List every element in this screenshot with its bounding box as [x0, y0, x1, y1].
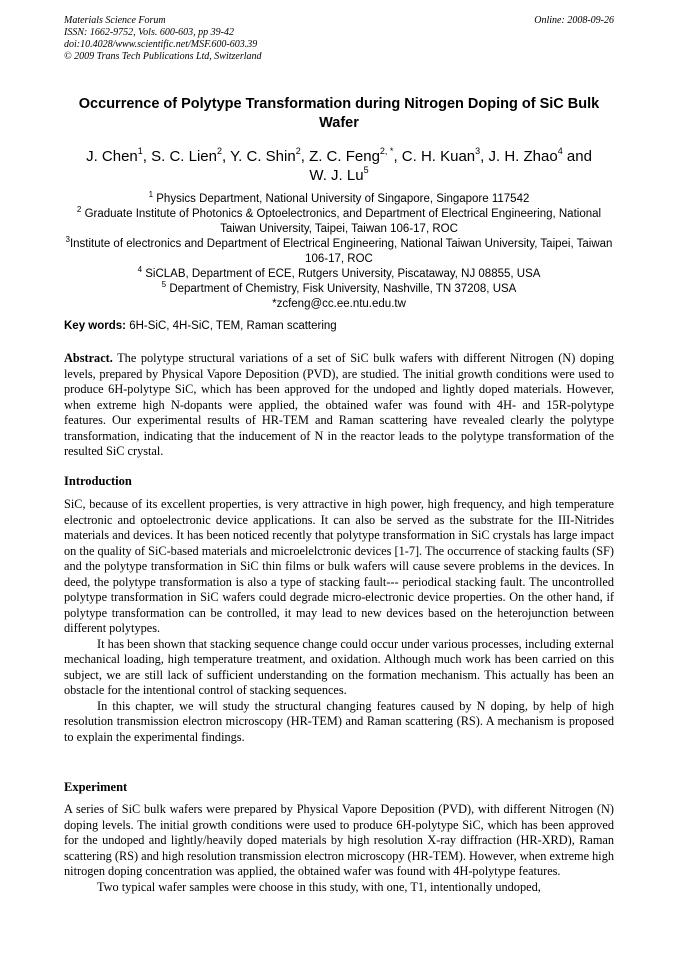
author: Y. C. Shin$^2$, — [230, 146, 310, 165]
paragraph: Two typical wafer samples were choose in this study, with one, T1, intentionally undoped, — [97, 879, 541, 894]
experiment-body — [64, 802, 614, 895]
online-date: Online: 2008-09-26 — [534, 15, 614, 26]
section-heading-introduction: Introduction — [64, 474, 132, 488]
paragraph: SiC, because of its excellent properties, is very attractive in high power, high frequency, and high temperature electronic and optoelectronic device applications. It can also be served as the substrate for the III-Nitrides materials and devices. It has been noticed recently that polytype transformation in SiC crystals has large impact on the quality of SiC-based materials and microelelctronic devices [1-7]. The occurrence of stacking faults (SF) and the polytype transformation in SiC thin films or bulk wafers will cause severe problems in the devices. In deed, the polytype transformation is also a type of stacking fault--- periodical stacking fault. The uncontrolled polytype transformation in SiC wafers could degrade micro-electronic device properties. On the other hand, if polytype transformation can be controlled, it may lead to new devices based on the heterojunction between different polytypes. — [64, 497, 614, 635]
journal-issn: ISSN: 1662-9752, Vols. 600-603, pp 39-42 — [64, 27, 234, 38]
paper-title: Occurrence of Polytype Transformation during Nitrogen Doping of SiC Bulk Wafer — [78, 96, 600, 131]
corresponding-email: *zcfeng@cc.ee.ntu.edu.tw — [272, 298, 406, 310]
affiliation-list — [64, 192, 614, 312]
paragraph: In this chapter, we will study the structural changing features caused by N doping, by help of high resolution transmission electron microscopy (HR-TEM) and Raman scattering (RS). A mechanism is proposed to explain the experimental findings. — [64, 698, 614, 744]
keywords — [64, 319, 614, 334]
keywords-label: Key words: — [64, 320, 126, 332]
affiliation: $^3$Institute of electronics and Department of Electrical Engineering, National Taiwan University, Taipei, Taiwan 106-17, ROC — [65, 235, 613, 265]
journal-copyright: © 2009 Trans Tech Publications Ltd, Switzerland — [64, 51, 262, 62]
affiliation: $^4$ SiCLAB, Department of ECE, Rutgers University, Piscataway, NJ 08855, USA — [137, 265, 541, 280]
author: J. H. Zhao$^4$ and — [488, 146, 592, 165]
affiliation: $^5$ Department of Chemistry, Fisk University, Nashville, TN 37208, USA — [161, 280, 517, 295]
journal-doi: doi:10.4028/www.scientific.net/MSF.600-603.39 — [64, 39, 258, 50]
affiliation: $^1$ Physics Department, National University of Singapore, Singapore 117542 — [148, 190, 530, 205]
author: W. J. Lu$^5$ — [309, 165, 369, 184]
paragraph: A series of SiC bulk wafers were prepared by Physical Vapore Deposition (PVD), with different Nitrogen (N) doping levels. The initial growth conditions were used to produce 6H-polytype SiC, which has been approved for the undoped and lightly/heavily doped materials by high resolution X-ray diffraction (HR-XRD), Raman scattering (RS) and high resolution transmission electron microscopy (HR-TEM). However, when extreme high nitrogen doping concentration was applied, the obtained wafer was found with 4H-polytype features. — [64, 802, 615, 878]
author-list — [64, 147, 614, 185]
journal-header — [64, 15, 394, 63]
abstract-text: The polytype structural variations of a set of SiC bulk wafers with different Nitrogen (N) doping levels, prepared by Physical Vapore Deposition (PVD), are studied. The initial growth conditions were used to produce 6H-polytype SiC, which has been approved for the undoped and lightly doped materials. However, when extreme high N-dopants were applied, the obtained wafer was found with 4H- and 15R-polytype features. Our experimental results of HR-TEM and Raman scattering have revealed clearly the polytype transformation, indicating that the inducement of N in the reactor leads to the polytype transformation of the resulted SiC crystal. — [64, 351, 614, 458]
introduction-body — [64, 497, 614, 745]
abstract — [64, 351, 614, 460]
author: J. Chen$^1$, — [86, 146, 152, 165]
section-heading-experiment: Experiment — [64, 780, 128, 794]
abstract-label: Abstract. — [64, 351, 113, 365]
affiliation: $^2$ Graduate Institute of Photonics & Optoelectronics, and Department of Electrical Engineering, National Taiwan University, Taipei, Taiwan 106-17, ROC — [76, 205, 602, 235]
journal-name: Materials Science Forum — [64, 15, 166, 26]
author: Z. C. Feng$^{2, *}$, — [309, 146, 402, 165]
author: C. H. Kuan$^3$, — [401, 146, 489, 165]
paragraph: It has been shown that stacking sequence change could occur under various processes, including external mechanical loading, high temperature treatment, and oxidation. Although much work has been carried on this subject, we are still lack of sufficient understanding on the formation mechanism. This actually has been an obstacle for the intentional control of stacking sequences. — [64, 636, 614, 697]
author: S. C. Lien$^2$, — [151, 146, 231, 165]
keywords-text: 6H-SiC, 4H-SiC, TEM, Raman scattering — [129, 320, 337, 332]
